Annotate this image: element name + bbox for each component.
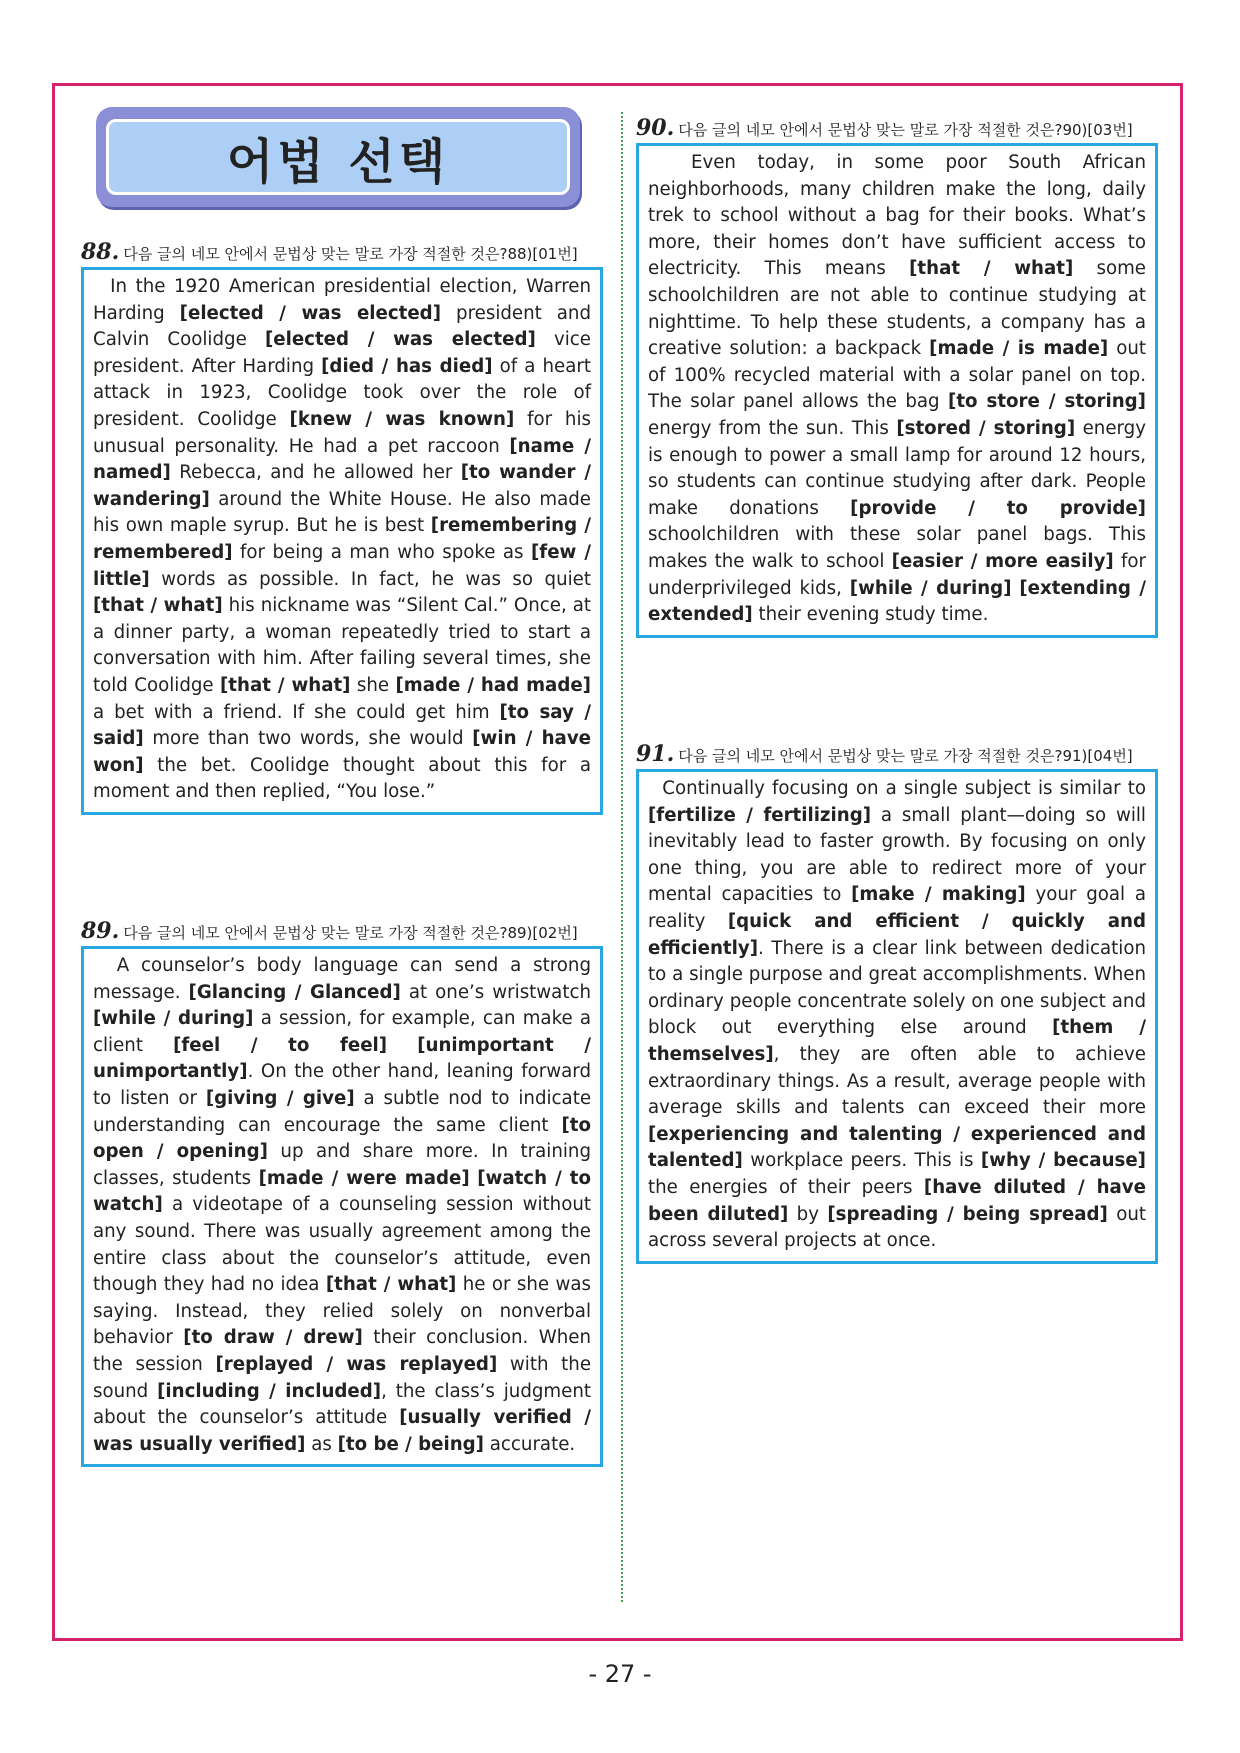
grammar-choice: [that / what] <box>93 595 223 617</box>
question-header <box>636 117 1158 141</box>
passage-text: In the 1920 American presidential election, Warren Harding <box>93 276 591 324</box>
question-number: 89. <box>81 918 120 944</box>
passage-text: workplace peers. This is <box>742 1150 981 1172</box>
grammar-choice: [have diluted / have been diluted] <box>648 1176 1146 1225</box>
passage-text: the bet. Coolidge thought about this for a moment and then replied, “You lose.” <box>93 754 591 803</box>
passage-text: some schoolchildren are not able to continue studying at nighttime. To help these students, a company has a creative solution: a backpack <box>648 258 1146 360</box>
grammar-choice: [feel / to feel] <box>173 1034 388 1056</box>
passage-text: words as possible. In fact, he was so quiet <box>149 568 591 590</box>
passage-text: as <box>305 1433 338 1455</box>
grammar-choice: [to say / said] <box>93 701 592 750</box>
passage-text: . There is a clear link between dedication to a single purpose and great accomplishments. When ordinary people concentrate solely on one subject and block out everything else around <box>648 937 1146 1039</box>
grammar-choice: [extending / extended] <box>648 577 1146 626</box>
passage-text: at one’s wristwatch <box>400 981 591 1003</box>
passage-text: their evening study time. <box>752 604 989 626</box>
question-number: 88. <box>81 239 120 265</box>
grammar-choice: [quick and efficient / quickly and efficiently] <box>648 910 1146 959</box>
question-header <box>81 920 603 944</box>
question-ref: 91)[04번] <box>1062 747 1133 765</box>
question-prompt: 다음 글의 네모 안에서 문법상 맞는 말로 가장 적절한 것은? <box>678 747 1063 765</box>
question-91 <box>636 743 1158 1264</box>
passage-text: their conclusion. When the session <box>93 1327 591 1375</box>
passage-text: she <box>350 674 396 696</box>
grammar-choice: [experiencing and talenting / experienced and talented] <box>648 1123 1146 1172</box>
question-number: 91. <box>636 741 675 767</box>
question-header <box>81 241 603 265</box>
passage-text: by <box>788 1203 828 1225</box>
grammar-choice: [to wander / wandering] <box>93 462 591 510</box>
grammar-choice: [replayed / was replayed] <box>215 1353 498 1375</box>
grammar-choice: [made / were made] <box>258 1167 470 1189</box>
passage-box <box>81 946 603 1467</box>
grammar-choice: [name / named] <box>93 435 591 484</box>
question-prompt: 다음 글의 네모 안에서 문법상 맞는 말로 가장 적절한 것은? <box>678 121 1063 139</box>
grammar-choice: [while / during] <box>93 1008 254 1030</box>
grammar-choice: [to be / being] <box>337 1433 484 1455</box>
grammar-choice: [that / what] <box>220 674 351 696</box>
passage-box <box>636 769 1158 1264</box>
grammar-choice: [why / because] <box>980 1150 1146 1172</box>
question-ref: 88)[01번] <box>507 245 578 263</box>
passage-text: a subtle nod to indicate understanding can encourage the same client <box>93 1087 592 1136</box>
grammar-choice: [spreading / being spread] <box>827 1203 1108 1225</box>
grammar-choice: [provide / to provide] <box>850 497 1146 519</box>
passage-text: he or she was saying. Instead, they relied solely on nonverbal behavior <box>93 1274 591 1349</box>
passage-text: out across several projects at once. <box>648 1203 1146 1252</box>
grammar-choice: [to open / opening] <box>93 1114 591 1163</box>
grammar-choice: [them / themselves] <box>648 1017 1146 1065</box>
page-number: - 27 - <box>588 1660 652 1688</box>
passage-text: with the sound <box>93 1353 592 1402</box>
column-divider <box>621 112 623 1602</box>
passage-text: up and share more. In training classes, students <box>93 1141 591 1189</box>
section-title-banner <box>96 107 580 207</box>
question-number: 90. <box>636 115 675 141</box>
grammar-choice: [made / had made] <box>395 674 591 696</box>
passage-text: A counselor’s body language can send a strong message. <box>93 955 591 1003</box>
grammar-choice: [remembering / remembered] <box>93 515 591 563</box>
section-title-inner <box>106 119 570 195</box>
passage-text: energy is enough to power a small lamp for around 12 hours, so students can continue studying after dark. People make donations <box>648 417 1146 519</box>
grammar-choice: [to draw / drew] <box>183 1327 363 1349</box>
grammar-choice: [unimportant / unimportantly] <box>93 1034 591 1083</box>
passage-text: your goal a reality <box>648 884 1146 932</box>
passage-text: Even today, in some poor South African neighborhoods, many children make the long, daily trek to school without a bag for their books. What’s more, their homes don’t have sufficient access to electricity. This means <box>648 152 1146 280</box>
grammar-choice: [few / little] <box>93 541 591 590</box>
grammar-choice: [win / have won] <box>93 728 592 776</box>
grammar-choice: [to store / storing] <box>948 391 1146 413</box>
passage-text: a small plant—doing so will inevitably lead to faster growth. By focusing on only one thing, you are able to redirect more of your mental capacities to <box>648 804 1146 906</box>
grammar-choice: [including / included] <box>157 1380 382 1402</box>
question-ref: 90)[03번] <box>1062 121 1133 139</box>
passage-text: Continually focusing on a single subject is similar to <box>662 778 1146 799</box>
passage-box <box>81 267 603 815</box>
passage-text: , the class’s judgment about the counselor’s attitude <box>93 1380 591 1429</box>
passage-text <box>387 1035 417 1056</box>
grammar-choice: [giving / give] <box>205 1087 355 1109</box>
passage-text: the energies of their peers <box>648 1176 924 1198</box>
passage-text: around the White House. He also made his own maple syrup. But he is best <box>93 488 591 537</box>
grammar-choice: [easier / more easily] <box>891 550 1114 572</box>
question-88 <box>81 241 603 815</box>
passage-text: of a heart attack in 1923, Coolidge took over the role of president. Coolidge <box>93 355 591 430</box>
passage-text: accurate. <box>484 1433 576 1455</box>
passage-text: , they are often able to achieve extraordinary things. As a result, average people with average skills and talents can exceed their more <box>648 1043 1146 1119</box>
question-ref: 89)[02번] <box>507 924 578 942</box>
passage-text: Rebecca, and he allowed her <box>170 462 461 484</box>
question-header <box>636 743 1158 767</box>
grammar-choice: [that / what] <box>909 258 1074 280</box>
grammar-choice: [that / what] <box>325 1274 457 1296</box>
grammar-choice: [make / making] <box>851 884 1026 906</box>
passage-text: . On the other hand, leaning forward to listen or <box>93 1061 591 1109</box>
passage-text: for being a man who spoke as <box>232 541 531 563</box>
passage-text: more than two words, she would <box>143 728 473 750</box>
passage-text: out of 100% recycled material with a solar panel on top. The solar panel allows the bag <box>648 338 1146 413</box>
passage-text: schoolchildren with these solar panel bags. This makes the walk to school <box>648 524 1146 572</box>
question-90 <box>636 117 1158 638</box>
grammar-choice: [watch / to watch] <box>93 1167 591 1216</box>
grammar-choice: [elected / was elected] <box>264 329 536 351</box>
grammar-choice: [died / has died] <box>321 355 493 377</box>
passage-text: a bet with a friend. If she could get him <box>93 701 500 723</box>
grammar-choice: [elected / was elected] <box>179 302 442 324</box>
question-prompt: 다음 글의 네모 안에서 문법상 맞는 말로 가장 적절한 것은? <box>123 245 508 263</box>
passage-text: energy from the sun. This <box>648 417 897 439</box>
grammar-choice: [while / during] <box>849 577 1012 599</box>
question-prompt: 다음 글의 네모 안에서 문법상 맞는 말로 가장 적절한 것은? <box>123 924 508 942</box>
grammar-choice: [Glancing / Glanced] <box>188 981 401 1003</box>
grammar-choice: [fertilize / fertilizing] <box>648 804 872 826</box>
passage-text: his nickname was “Silent Cal.” Once, at a dinner party, a woman repeatedly tried to start a conversation with him. After failing several times, she told Coolidge <box>93 595 591 696</box>
passage-text: a session, for example, can make a client <box>93 1008 592 1056</box>
passage-text: for underprivileged kids, <box>648 550 1146 599</box>
passage-text: for his unusual personality. He had a pet raccoon <box>93 408 591 457</box>
passage-text: president and Calvin Coolidge <box>93 302 591 351</box>
grammar-choice: [knew / was known] <box>289 408 515 430</box>
passage-text: vice president. After Harding <box>93 329 591 377</box>
grammar-choice: [usually verified / was usually verified] <box>93 1407 591 1455</box>
passage-text: a videotape of a counseling session without any sound. There was usually agreement among the entire class about the counselor’s attitude, even though they had no idea <box>93 1194 591 1296</box>
grammar-choice: [stored / storing] <box>896 417 1076 439</box>
question-89 <box>81 920 603 1467</box>
passage-box <box>636 143 1158 638</box>
grammar-choice: [made / is made] <box>929 338 1109 360</box>
section-title: 어법 선택 <box>226 133 450 190</box>
